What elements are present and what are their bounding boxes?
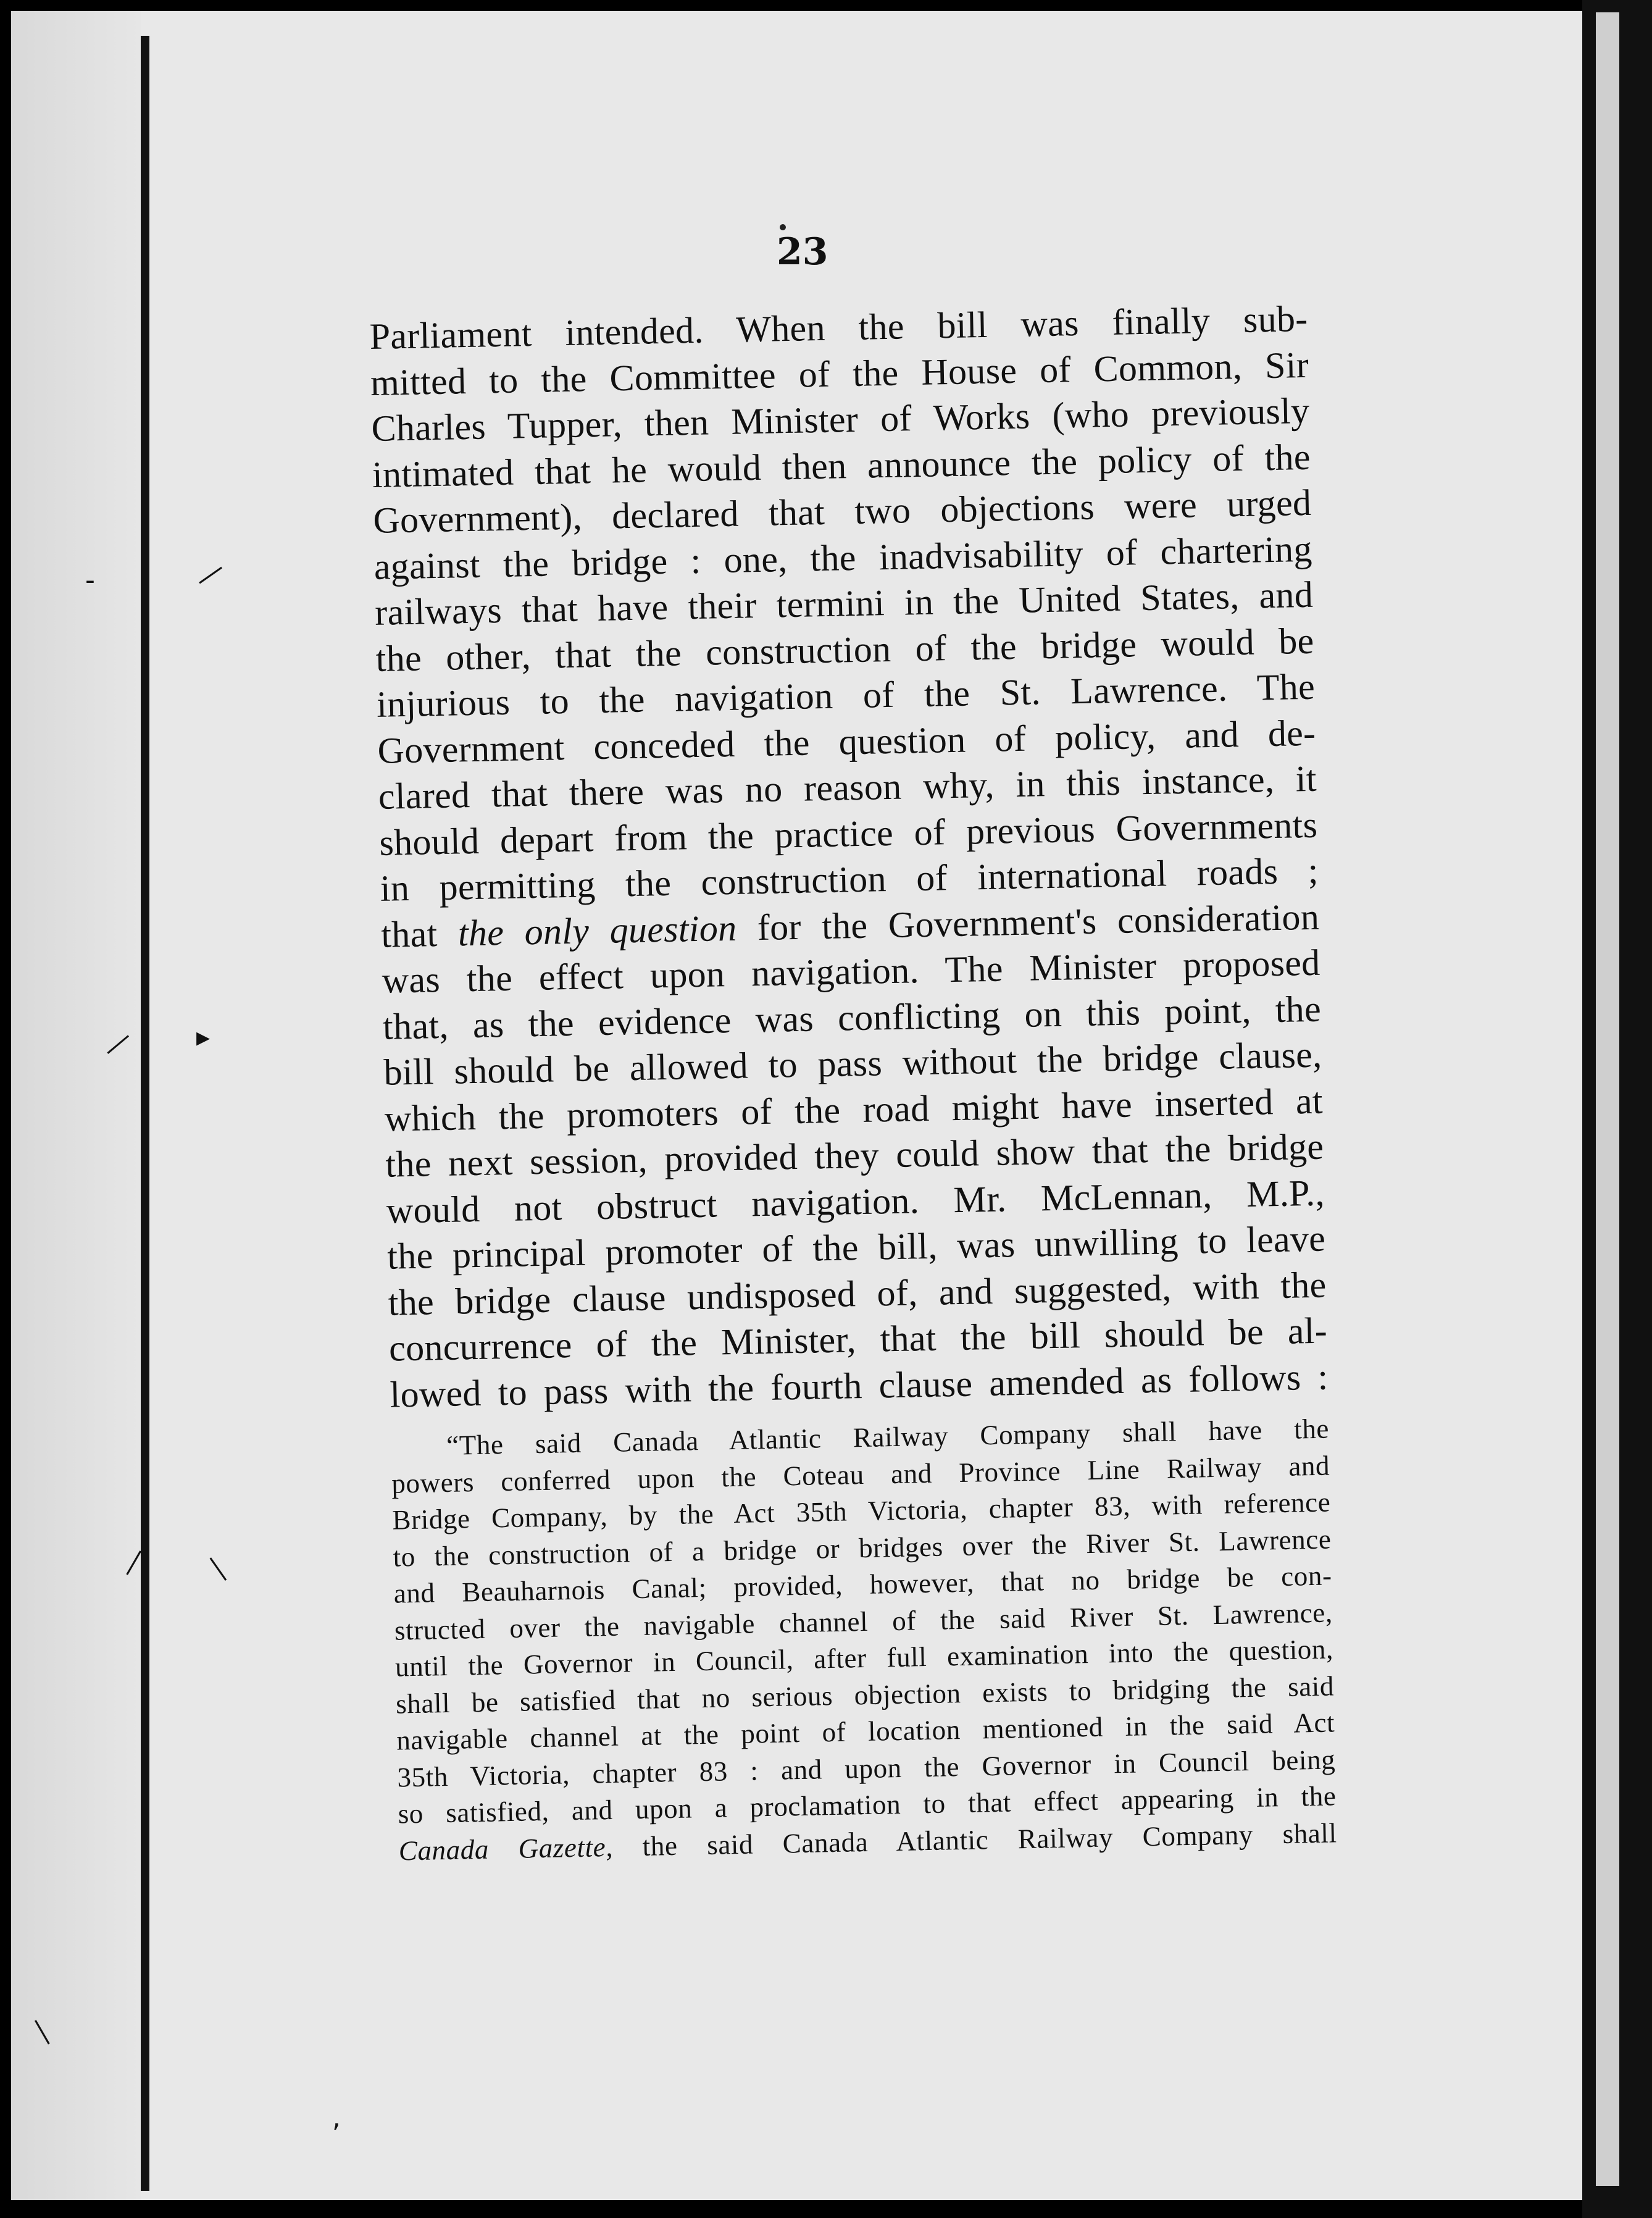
- text-line: mitted to the Committee of the House of Common, Sir: [370, 344, 1309, 403]
- text-line: the principal promoter of the bill, was unwilling to leave: [386, 1218, 1326, 1277]
- text-line: lowed to pass with the fourth clause amended as follows :: [389, 1356, 1329, 1415]
- page-text: [369, 296, 1337, 1870]
- text-line: in permitting the construction of international roads ;: [380, 850, 1319, 909]
- margin-mark: ―: [112, 1542, 153, 1582]
- body-paragraph: [369, 296, 1329, 1418]
- margin-mark: ―: [198, 1548, 240, 1589]
- italic-text-run: Canada Gazette,: [398, 1831, 614, 1867]
- text-line: 35th Victoria, chapter 83 : and upon the Governor in Council being: [397, 1743, 1336, 1793]
- text-line: which the promoters of the road might have inserted at: [384, 1080, 1324, 1139]
- text-line: “The said Canada Atlantic Railway Company shall have the: [446, 1413, 1330, 1461]
- text-line: the other, that the construction of the bridge would be: [375, 620, 1315, 679]
- text-line: would not obstruct navigation. Mr. McLennan, M.P.,: [386, 1172, 1325, 1231]
- margin-mark: ,: [332, 2102, 341, 2133]
- margin-mark: -: [85, 564, 95, 596]
- text-line: injurious to the navigation of the St. Lawrence. The: [376, 666, 1316, 725]
- text-line: intimated that he would then announce the policy of the: [372, 436, 1311, 495]
- text-line: Bridge Company, by the Act 35th Victoria, chapter 83, with reference: [392, 1486, 1331, 1536]
- text-line: structed over the navigable channel of the said River St. Lawrence,: [394, 1596, 1333, 1646]
- text-line: bill should be allowed to pass without the bridge clause,: [383, 1034, 1322, 1093]
- text-line: shall be satisfied that no serious objection exists to bridging the said: [395, 1670, 1335, 1720]
- text-line: that, as the evidence was conflicting on this point, the: [382, 988, 1322, 1047]
- page-edge-strip: [1596, 12, 1619, 2186]
- text-line: Charles Tupper, then Minister of Works (who previously: [370, 390, 1310, 449]
- gutter-shadow: [11, 11, 141, 2200]
- text-run: that: [380, 912, 459, 955]
- text-line: navigable channel at the point of location mentioned in the said Act: [396, 1707, 1335, 1756]
- text-run: for the Government's consideration: [736, 896, 1320, 948]
- text-line: railways that have their termini in the United States, and: [374, 574, 1314, 633]
- text-line: should depart from the practice of previous Governments: [378, 804, 1318, 863]
- margin-arrow-icon: ▸: [196, 1021, 211, 1053]
- page-dot-mark: [780, 224, 786, 230]
- text-line: so satisfied, and upon a proclamation to that effect appearing in the: [398, 1780, 1337, 1830]
- page-edge: [1582, 0, 1652, 2218]
- block-quote: [391, 1410, 1337, 1869]
- text-line: clared that there was no reason why, in this instance, it: [378, 758, 1317, 817]
- text-line: Parliament intended. When the bill was finally sub-: [369, 298, 1309, 357]
- text-line: concurrence of the Minister, that the bill should be al-: [388, 1310, 1328, 1369]
- text-line: Government conceded the question of policy, and de-: [377, 712, 1316, 771]
- page-number: 23: [777, 230, 828, 274]
- text-line: powers conferred upon the Coteau and Province Line Railway and: [391, 1449, 1330, 1499]
- book-page: [11, 11, 1582, 2200]
- margin-mark: ―: [23, 2011, 64, 2051]
- text-line: was the effect upon navigation. The Minister proposed: [382, 942, 1321, 1001]
- text-line: and Beauharnois Canal; provided, however, that no bridge be con-: [393, 1560, 1332, 1609]
- text-line: Government), declared that two objections were urged: [372, 482, 1312, 541]
- text-line: against the bridge : one, the inadvisability of chartering: [373, 528, 1313, 587]
- italic-text-run: the only question: [457, 907, 737, 953]
- margin-mark: ―: [190, 553, 230, 595]
- text-line: to the construction of a bridge or bridges over the River St. Lawrence: [393, 1523, 1332, 1573]
- text-line: the next session, provided they could show that the bridge: [385, 1126, 1324, 1185]
- text-run: the said Canada Atlantic Railway Company shall: [612, 1817, 1337, 1862]
- text-line: the bridge clause undisposed of, and suggested, with the: [388, 1264, 1327, 1323]
- gutter-binding-line: [141, 36, 149, 2191]
- text-line: until the Governor in Council, after full examination into the question,: [394, 1633, 1334, 1683]
- margin-mark: ―: [96, 1022, 138, 1065]
